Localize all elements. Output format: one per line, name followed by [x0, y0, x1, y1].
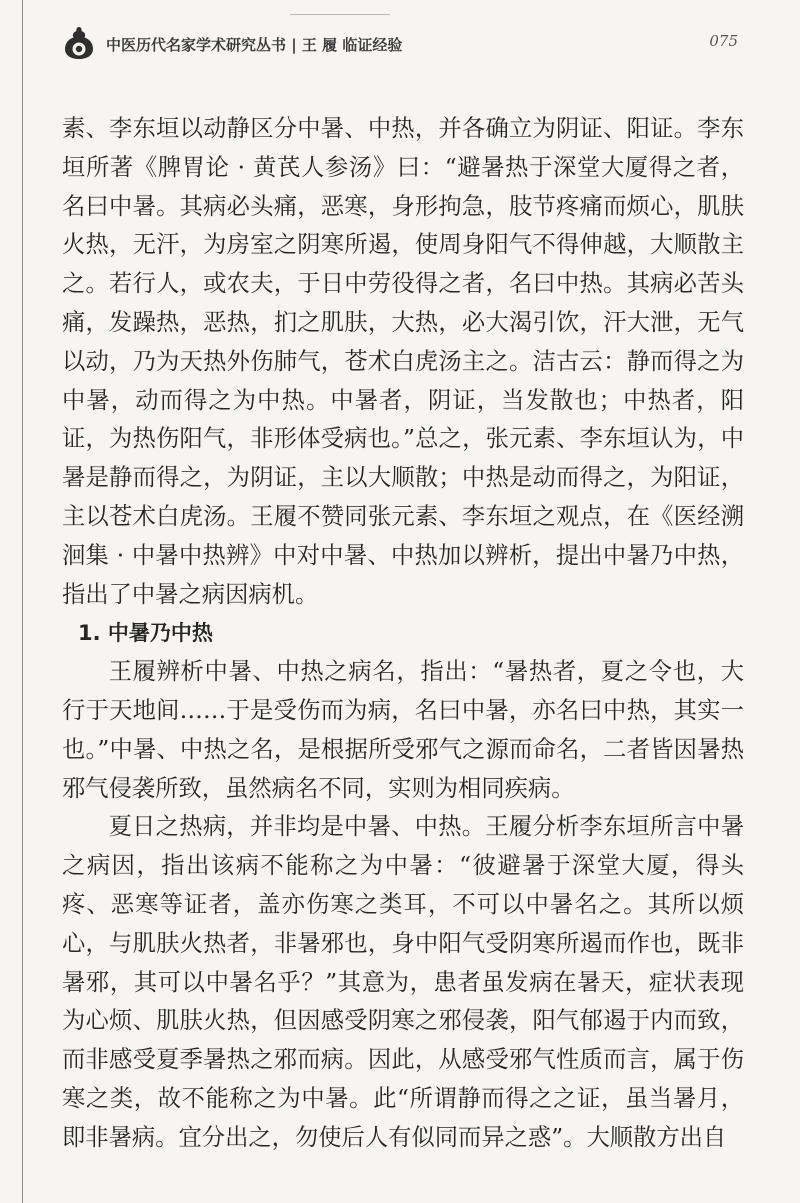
section-heading: 1. 中暑乃中热 — [78, 621, 213, 646]
page-body — [62, 110, 744, 1158]
series-title: 中医历代名家学术研究丛书 | 王 履 临证经验 — [106, 36, 403, 54]
paragraph: 王履辨析中暑、中热之病名，指出：“暑热者，夏之令也，大行于天地间……于是受伤而为病，名曰中暑，亦名曰中热，其实一也。”中暑、中热之名，是根据所受邪气之源而命名，二者皆因暑热邪气侵袭所致，虽然病名不同，实则为相同疾病。 — [62, 658, 744, 802]
book-spine-line — [22, 0, 23, 1203]
running-header — [64, 26, 738, 66]
top-rule — [290, 14, 390, 15]
gourd-emblem-icon — [64, 26, 94, 60]
paragraph: 夏日之热病，并非均是中暑、中热。王履分析李东垣所言中暑之病因，指出该病不能称之为中暑：“彼避暑于深堂大厦，得头疼、恶寒等证者，盖亦伤寒之类耳，不可以中暑名之。其所以烦心，与肌肤火热者，非暑邪也，身中阳气受阴寒所遏而作也，既非暑邪，其可以中暑名乎？”其意为，患者虽发病在暑天，症状表现为心烦、肌肤火热，但因感受阴寒之邪侵袭，阳气郁遏于内而致，而非感受夏季暑热之邪而病。因此，从感受邪气性质而言，属于伤寒之类，故不能称之为中暑。此“所谓静而得之之证，虽当暑月，即非暑病。宜分出之，勿使后人有似同而异之惑”。大顺散方出自 — [62, 813, 744, 1151]
page-number: 075 — [709, 32, 738, 50]
paragraph: 素、李东垣以动静区分中暑、中热，并各确立为阴证、阳证。李东垣所著《脾胃论 · 黄芪人参汤》曰：“避暑热于深堂大厦得之者，名曰中暑。其病必头痛，恶寒，身形拘急，肢节疼痛而烦心，肌肤火热，无汗，为房室之阴寒所遏，使周身阳气不得伸越，大顺散主之。若行人，或农夫，于日中劳役得之者，名曰中热。其病必苦头痛，发躁热，恶热，扪之肌肤，大热，必大渴引饮，汗大泄，无气以动，乃为天热外伤肺气，苍术白虎汤主之。洁古云：静而得之为中暑，动而得之为中热。中暑者，阴证，当发散也；中热者，阳证，为热伤阳气，非形体受病也。”总之，张元素、李东垣认为，中暑是静而得之，为阴证，主以大顺散；中热是动而得之，为阳证，主以苍术白虎汤。王履不赞同张元素、李东垣之观点，在《医经溯洄集 · 中暑中热辨》中对中暑、中热加以辨析，提出中暑乃中热，指出了中暑之病因病机。 — [62, 115, 744, 608]
